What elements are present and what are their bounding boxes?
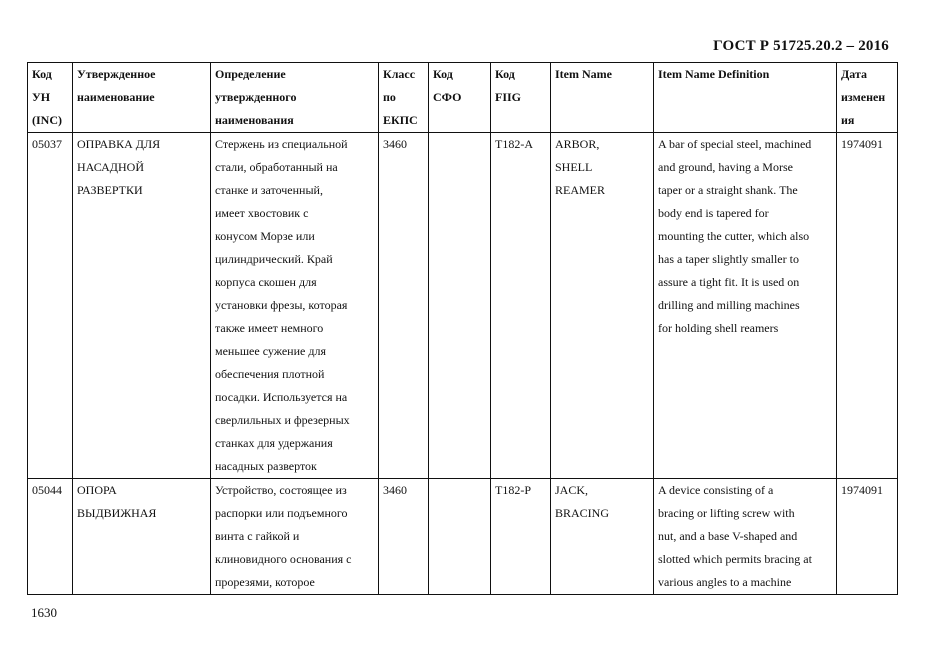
- cell-approved-name: ОПОРА ВЫДВИЖНАЯ: [73, 479, 211, 595]
- header-name-definition: Определение утвержденного наименования: [211, 63, 379, 133]
- standard-designation: ГОСТ Р 51725.20.2 – 2016: [713, 38, 889, 54]
- header-inc-code: Код УН (INC): [28, 63, 73, 133]
- cell-fiig-code: T182-P: [491, 479, 551, 595]
- cell-item-name-definition: A bar of special steel, machined and ground, having a Morse taper or a straight shank. The body end is tapered for mounting the cutter, which also has a taper slightly smaller to assure a tight fit. It is used on drilling and milling machines for holding shell reamers: [654, 133, 837, 479]
- cell-name-definition: Стержень из специальной стали, обработанный на станке и заточенный, имеет хвостовик с конусом Морзе или цилиндрический. Край корпуса скошен для установки фрезы, которая также имеет немного меньшее сужение для обеспечения плотной посадки. Используется на сверлильных и фрезерных станках для удержания насадных разверток: [211, 133, 379, 479]
- cell-ekps-class: 3460: [379, 133, 429, 479]
- cell-inc-code: 05044: [28, 479, 73, 595]
- cell-item-name-definition: A device consisting of a bracing or lifting screw with nut, and a base V-shaped and slotted which permits bracing at various angles to a machine: [654, 479, 837, 595]
- header-approved-name: Утвержденное наименование: [73, 63, 211, 133]
- header-item-name: Item Name: [551, 63, 654, 133]
- cell-name-definition: Устройство, состоящее из распорки или подъемного винта с гайкой и клиновидного основания с прорезями, которое: [211, 479, 379, 595]
- cell-change-date: 1974091: [837, 133, 898, 479]
- table-header-row: [28, 63, 898, 133]
- cell-sfo-code: [429, 133, 491, 479]
- table-row: [28, 133, 898, 479]
- cell-item-name: JACK, BRACING: [551, 479, 654, 595]
- cell-approved-name: ОПРАВКА ДЛЯ НАСАДНОЙ РАЗВЕРТКИ: [73, 133, 211, 479]
- cell-sfo-code: [429, 479, 491, 595]
- header-ekps-class: Класс по ЕКПС: [379, 63, 429, 133]
- header-fiig-code: Код FIIG: [491, 63, 551, 133]
- cell-ekps-class: 3460: [379, 479, 429, 595]
- cell-item-name: ARBOR, SHELL REAMER: [551, 133, 654, 479]
- header-sfo-code: Код СФО: [429, 63, 491, 133]
- cell-fiig-code: T182-A: [491, 133, 551, 479]
- cell-inc-code: 05037: [28, 133, 73, 479]
- cell-change-date: 1974091: [837, 479, 898, 595]
- table-row: [28, 479, 898, 595]
- page-number: 1630: [31, 605, 57, 620]
- nomenclature-table: [27, 62, 898, 595]
- header-item-name-definition: Item Name Definition: [654, 63, 837, 133]
- header-change-date: Дата изменен ия: [837, 63, 898, 133]
